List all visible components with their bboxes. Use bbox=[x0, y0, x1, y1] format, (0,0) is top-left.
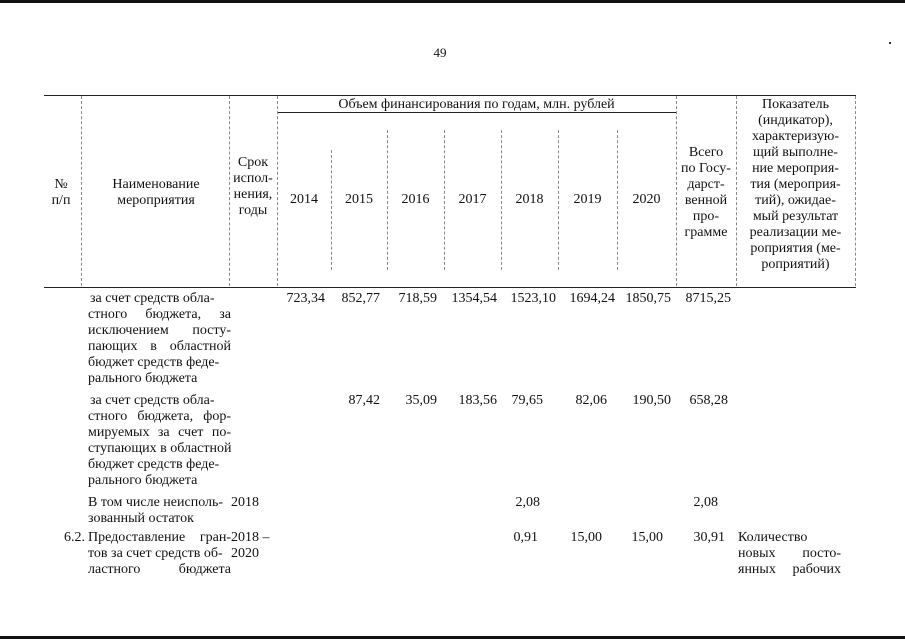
value-2015: 852,77 bbox=[341, 291, 380, 306]
row-term: 2018 – 2020 bbox=[231, 530, 270, 561]
header-year-2015: 2015 bbox=[345, 192, 373, 207]
value-2020: 15,00 bbox=[631, 530, 663, 545]
row-name: Предоставление гран- тов за счет средств об- ластного бюджета bbox=[88, 530, 231, 577]
row-num: 6.2. bbox=[64, 530, 85, 545]
header-year-2018: 2018 bbox=[515, 192, 544, 207]
value-2018: 1523,10 bbox=[510, 291, 556, 306]
row-term: 2018 bbox=[231, 495, 259, 510]
header-year-2014: 2014 bbox=[290, 192, 318, 207]
column-divider bbox=[331, 150, 332, 270]
column-divider bbox=[855, 96, 856, 286]
value-2016: 718,59 bbox=[398, 291, 437, 306]
header-name: Наименование мероприятия bbox=[112, 177, 200, 208]
value-2015: 87,42 bbox=[348, 393, 380, 408]
value-2014: 723,34 bbox=[286, 291, 325, 306]
value-2018: 79,65 bbox=[511, 393, 543, 408]
table-top-line bbox=[44, 95, 856, 96]
value-2020: 190,50 bbox=[632, 393, 671, 408]
value-total: 30,91 bbox=[693, 530, 725, 545]
header-financing-title: Объем финансирования по годам, млн. рублей bbox=[338, 97, 615, 112]
header-total: Всего по Госу- дарст- венной про- грамме bbox=[681, 145, 731, 240]
value-2019: 82,06 bbox=[575, 393, 607, 408]
page-number: 49 bbox=[433, 45, 447, 60]
header-year-2017: 2017 bbox=[458, 192, 487, 207]
header-term: Срок испол- нения, годы bbox=[233, 155, 273, 218]
header-indicator: Показатель (индикатор), характеризую- щий выполне- ние мероприя- тия (мероприя- тий), ожидае- мый результат реализации ме- роприятия (ме- роприятий) bbox=[749, 97, 842, 272]
column-divider bbox=[81, 96, 82, 286]
value-2019: 15,00 bbox=[570, 530, 602, 545]
top-border bbox=[0, 0, 905, 3]
header-year-2019: 2019 bbox=[573, 192, 602, 207]
header-bottom-line bbox=[44, 287, 856, 288]
row-name: за счет средств обла- стного бюджета, фор- мируемых за счет по- ступающих в областной бюджет средств феде- рального бюджета bbox=[88, 393, 232, 488]
value-total: 8715,25 bbox=[685, 291, 731, 306]
bottom-border bbox=[0, 636, 905, 639]
header-num: № п/п bbox=[51, 177, 71, 208]
row-name: В том числе неисполь- зованный остаток bbox=[88, 495, 224, 526]
header-year-2016: 2016 bbox=[401, 192, 430, 207]
row-name: за счет средств обла- стного бюджета, за исключением посту- пающих в областной бюджет средств феде- рального бюджета bbox=[88, 291, 231, 386]
header-year-2020: 2020 bbox=[632, 192, 661, 207]
value-2017: 183,56 bbox=[458, 393, 497, 408]
value-2016: 35,09 bbox=[405, 393, 437, 408]
value-2019: 1694,24 bbox=[569, 291, 615, 306]
value-total: 2,08 bbox=[693, 495, 718, 510]
column-divider bbox=[277, 96, 278, 286]
value-total: 658,28 bbox=[689, 393, 728, 408]
row-indicator: Количество новых посто- янных рабочих bbox=[738, 530, 841, 577]
scan-speck bbox=[889, 42, 891, 44]
value-2020: 1850,75 bbox=[625, 291, 671, 306]
value-2017: 1354,54 bbox=[451, 291, 497, 306]
value-2018: 0,91 bbox=[513, 530, 538, 545]
value-2018: 2,08 bbox=[515, 495, 540, 510]
